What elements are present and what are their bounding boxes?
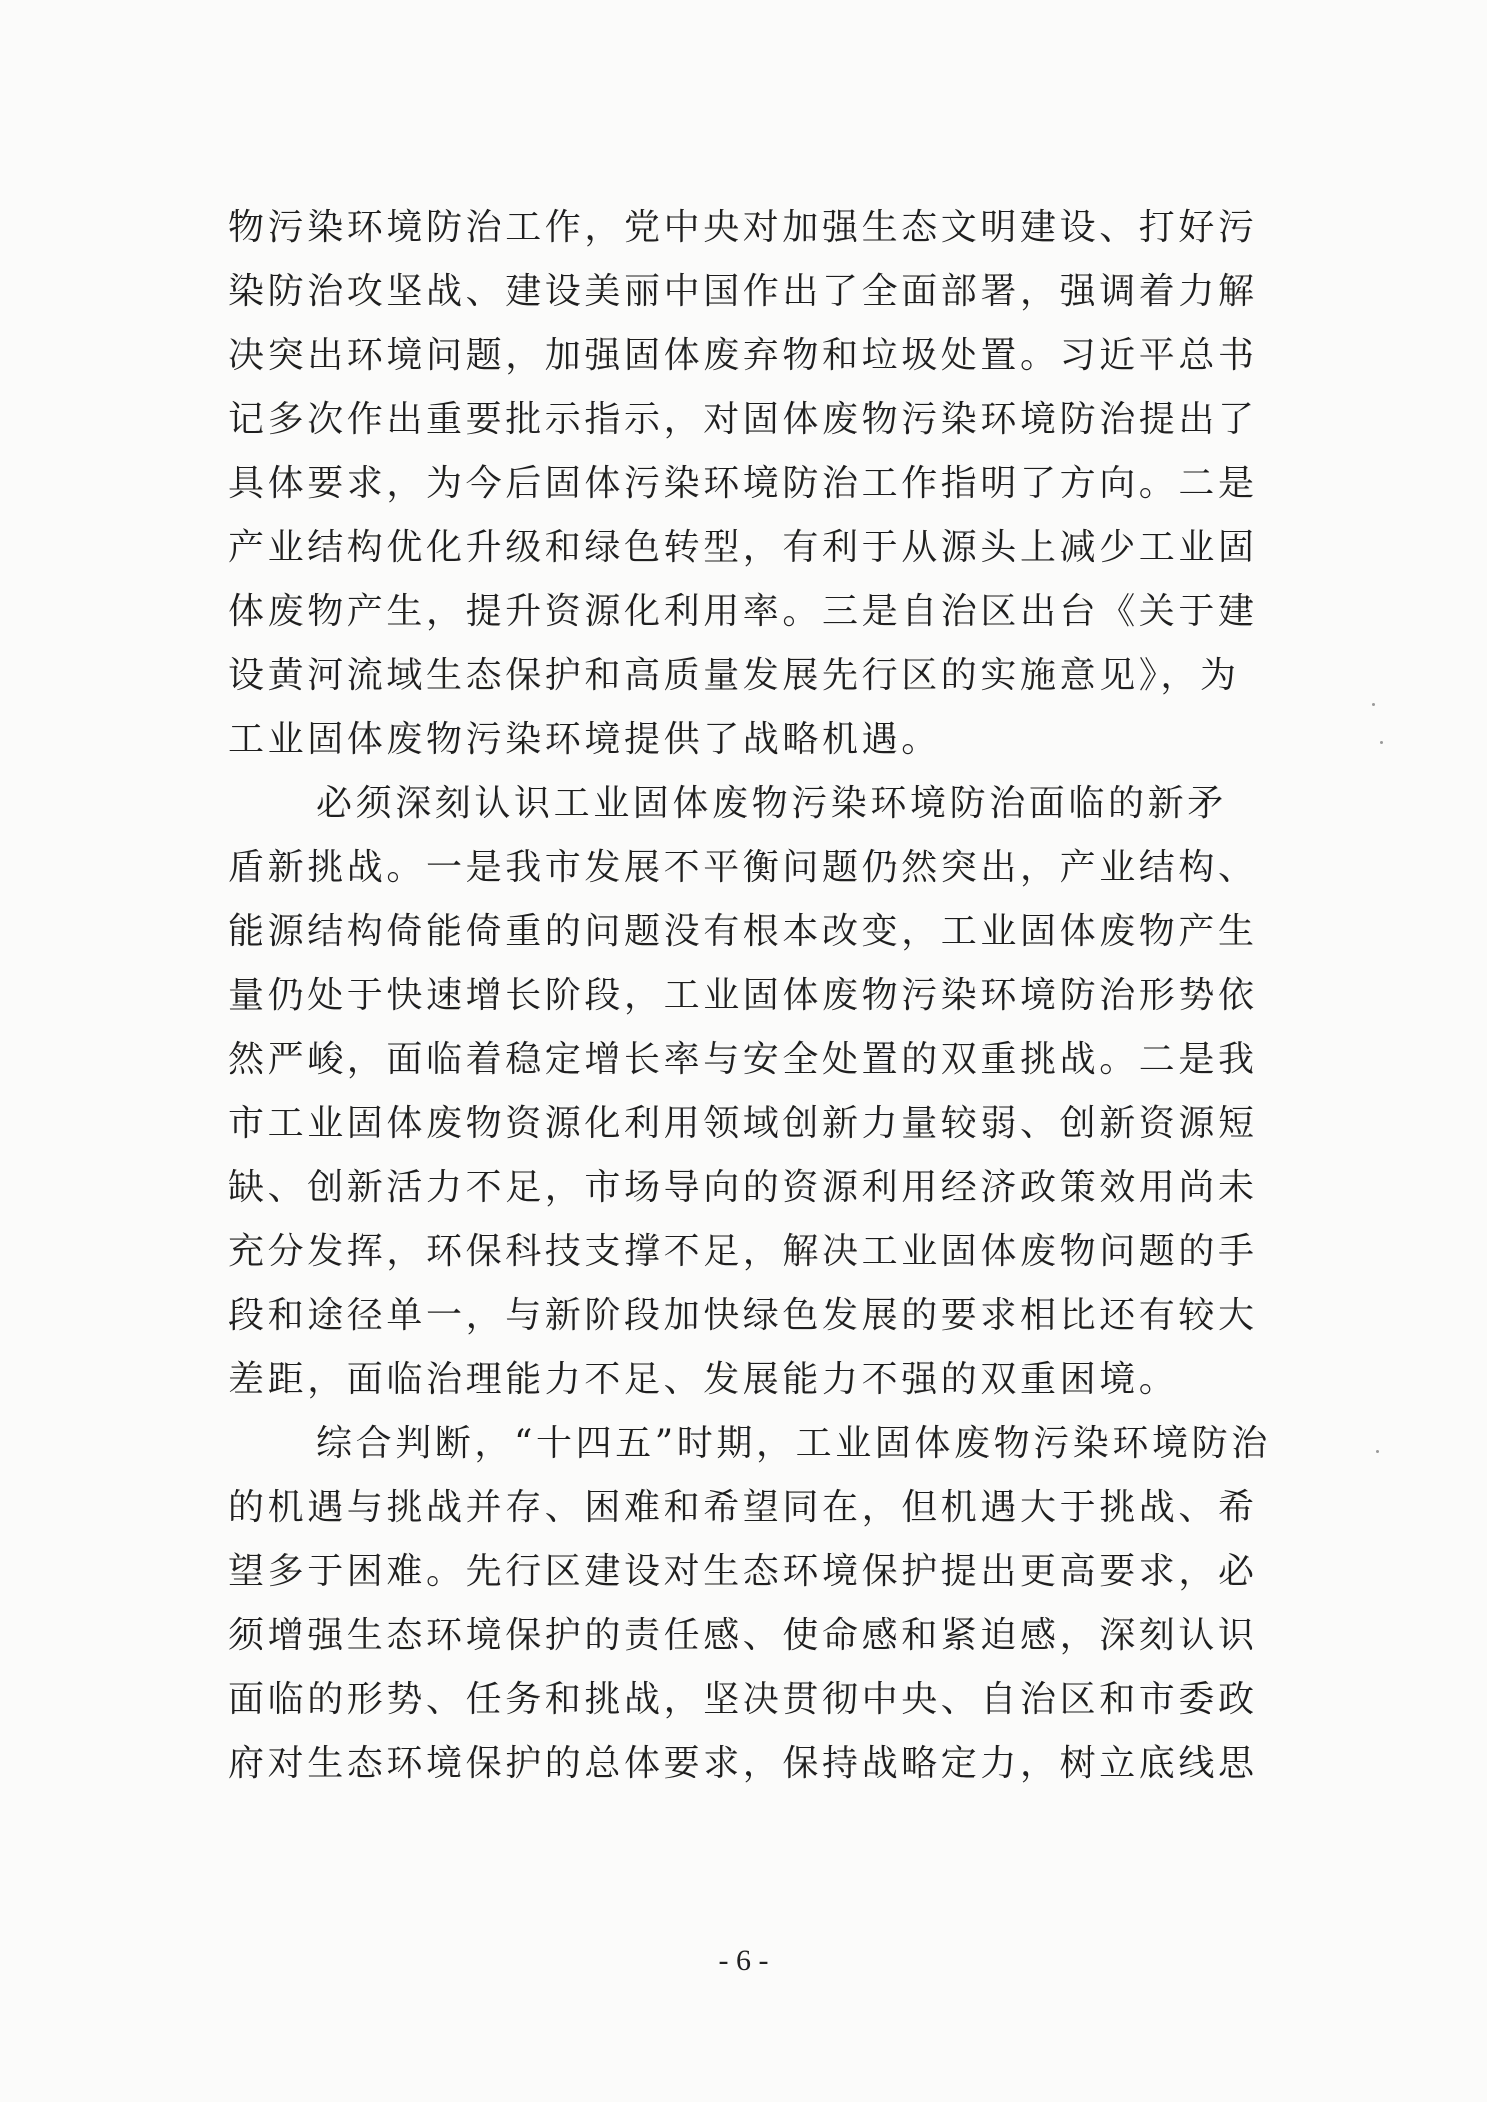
text-line: 须增强生态环境保护的责任感、使命感和紧迫感，深刻认识: [228, 1615, 1258, 1656]
body-text: [228, 196, 1271, 1796]
text-line: 综合判断，“十四五”时期，工业固体废物污染环境防治: [316, 1423, 1271, 1464]
scan-speck: [1376, 1450, 1379, 1453]
text-line: 产业结构优化升级和绿色转型，有利于从源头上减少工业固: [228, 527, 1258, 568]
scan-speck: [1372, 703, 1375, 706]
text-line: 面临的形势、任务和挑战，坚决贯彻中央、自治区和市委政: [228, 1679, 1258, 1720]
text-line: 缺、创新活力不足，市场导向的资源利用经济政策效用尚未: [228, 1167, 1258, 1208]
text-line: 的机遇与挑战并存、困难和希望同在，但机遇大于挑战、希: [228, 1487, 1258, 1528]
text-line: 物污染环境防治工作，党中央对加强生态文明建设、打好污: [228, 207, 1258, 248]
text-line: 然严峻，面临着稳定增长率与安全处置的双重挑战。二是我: [228, 1039, 1258, 1080]
text-line: 体废物产生，提升资源化利用率。三是自治区出台《关于建: [228, 591, 1258, 632]
text-line: 工业固体废物污染环境提供了战略机遇。: [228, 719, 941, 760]
text-line: 段和途径单一，与新阶段加快绿色发展的要求相比还有较大: [228, 1295, 1258, 1336]
text-line: 必须深刻认识工业固体废物污染环境防治面临的新矛: [316, 783, 1227, 824]
text-line: 盾新挑战。一是我市发展不平衡问题仍然突出，产业结构、: [228, 847, 1258, 888]
text-line: 设黄河流域生态保护和高质量发展先行区的实施意见》，为: [228, 655, 1240, 696]
text-line: 能源结构倚能倚重的问题没有根本改变，工业固体废物产生: [228, 911, 1258, 952]
scan-speck: [1380, 741, 1383, 744]
text-line: 市工业固体废物资源化利用领域创新力量较弱、创新资源短: [228, 1103, 1258, 1144]
text-line: 差距，面临治理能力不足、发展能力不强的双重困境。: [228, 1359, 1179, 1400]
text-line: 府对生态环境保护的总体要求，保持战略定力，树立底线思: [228, 1743, 1258, 1784]
text-line: 决突出环境问题，加强固体废弃物和垃圾处置。习近平总书: [228, 335, 1258, 376]
text-line: 记多次作出重要批示指示，对固体废物污染环境防治提出了: [228, 399, 1258, 440]
text-line: 望多于困难。先行区建设对生态环境保护提出更高要求，必: [228, 1551, 1258, 1592]
text-line: 充分发挥，环保科技支撑不足，解决工业固体废物问题的手: [228, 1231, 1258, 1272]
text-line: 染防治攻坚战、建设美丽中国作出了全面部署，强调着力解: [228, 271, 1258, 312]
text-line: 具体要求，为今后固体污染环境防治工作指明了方向。二是: [228, 463, 1258, 504]
text-line: 量仍处于快速增长阶段，工业固体废物污染环境防治形势依: [228, 975, 1258, 1016]
page-number: - 6 -: [718, 1944, 769, 1977]
